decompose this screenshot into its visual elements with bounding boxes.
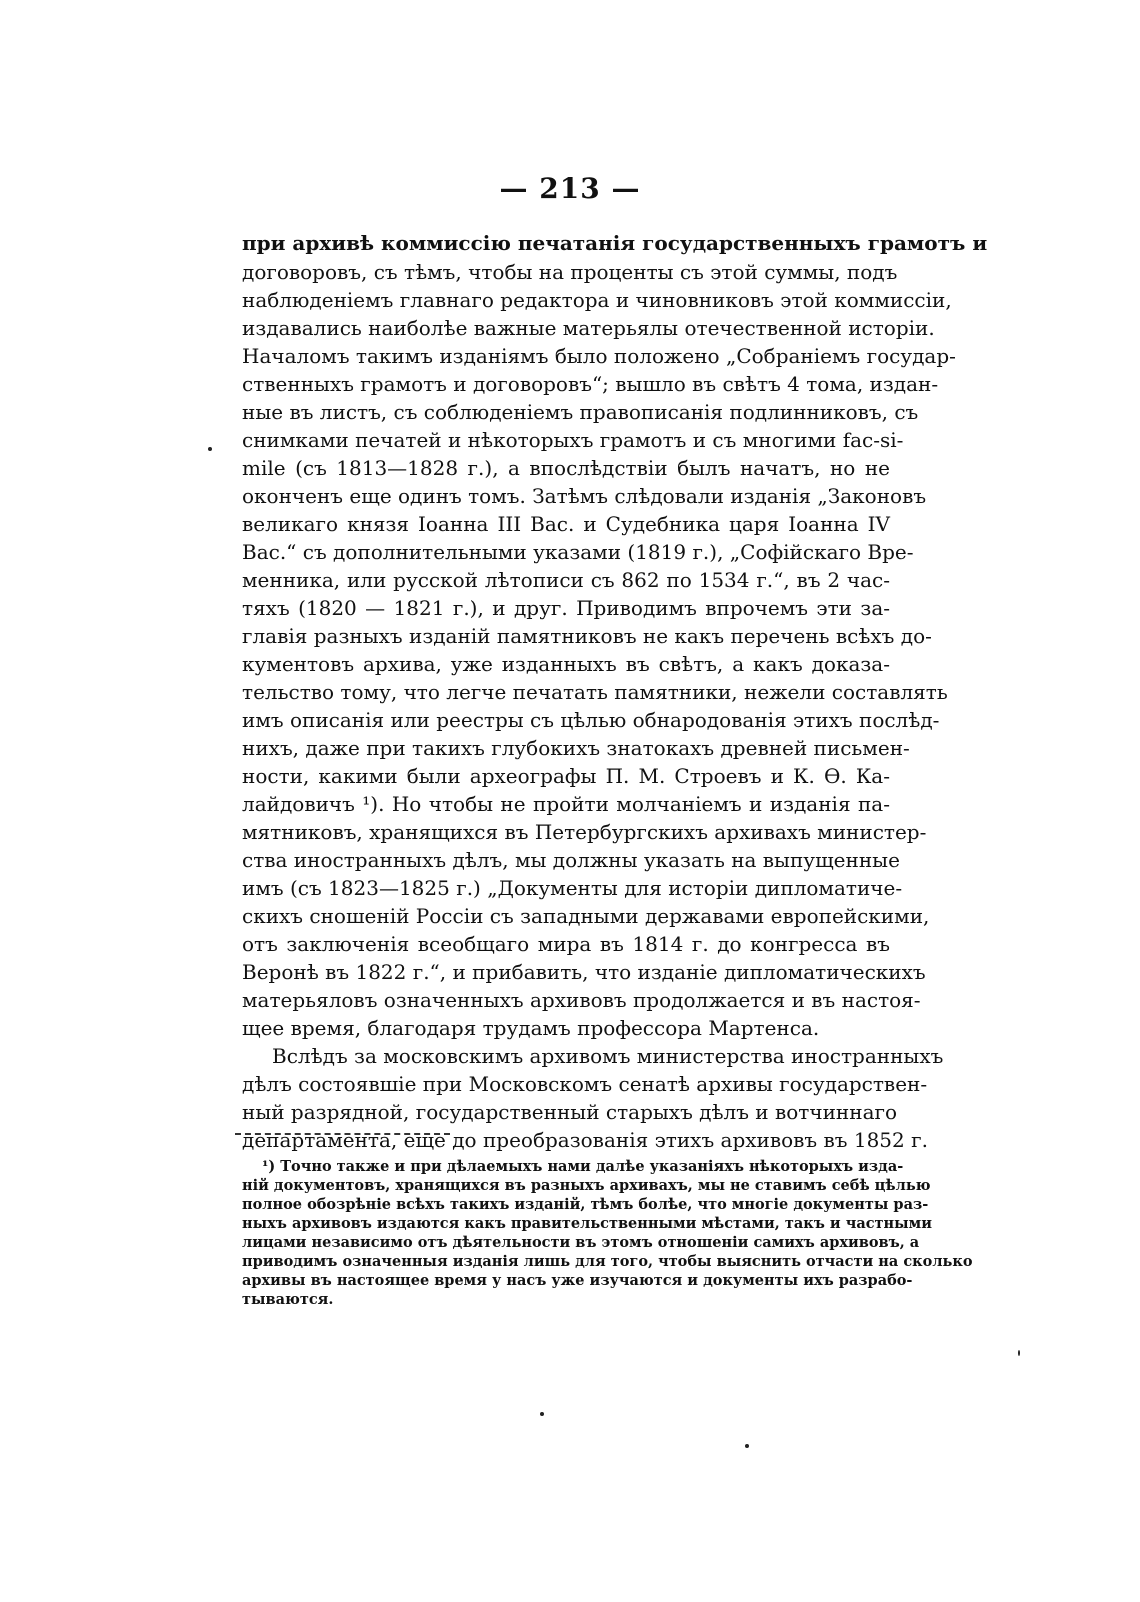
text-line: ный разрядной, государственный старыхъ дѣлъ и вотчиннаго [242,1100,898,1124]
text-line: оконченъ еще одинъ томъ. Затѣмъ слѣдовали изданія „Законовъ [242,484,927,508]
text-line: снимками печатей и нѣкоторыхъ грамотъ и съ многими fac-si- [242,428,904,452]
text-line: mile (съ 1813—1828 г.), а впослѣдствіи былъ начатъ, но не [242,456,890,480]
text-line: тяхъ (1820 — 1821 г.), и друг. Приводимъ впрочемъ эти за- [242,596,890,620]
print-speck [1018,1350,1020,1356]
text-line: имъ (съ 1823—1825 г.) „Документы для исторіи дипломатиче- [242,876,903,900]
text-line: великаго князя Іоанна III Вас. и Судебника царя Іоанна IV [242,512,890,536]
text-line: лайдовичъ ¹). Но чтобы не пройти молчаніемъ и изданія па- [242,792,890,816]
footnote-line: тываются. [242,1291,334,1308]
text-line: менника, или русской лѣтописи съ 862 по 1534 г.“, въ 2 час- [242,568,890,592]
text-line: дѣлъ состоявшіе при Московскомъ сенатѣ архивы государствен- [242,1072,928,1096]
text-line: департамента, еще до преобразованія этихъ архивовъ въ 1852 г. [242,1128,928,1152]
text-line: имъ описанія или реестры съ цѣлью обнародованія этихъ послѣд- [242,708,940,732]
text-line: договоровъ, съ тѣмъ, чтобы на проценты съ этой суммы, подъ [242,260,898,284]
text-line: ственныхъ грамотъ и договоровъ“; вышло въ свѣтъ 4 тома, издан- [242,372,939,396]
text-line: ности, какими были археографы П. М. Строевъ и К. Ѳ. Ка- [242,764,890,788]
text-line: ства иностранныхъ дѣлъ, мы должны указать на выпущенные [242,848,900,872]
text-line: наблюденіемъ главнаго редактора и чиновниковъ этой коммиссіи, [242,288,952,312]
footnote-line: полное обозрѣніе всѣхъ такихъ изданій, тѣмъ болѣе, что многіе документы раз- [242,1196,929,1213]
text-line: издавались наиболѣе важные матерьялы отечественной исторіи. [242,316,935,340]
print-speck [208,447,212,451]
print-speck [745,1444,749,1448]
text-line: главія разныхъ изданій памятниковъ не какъ перечень всѣхъ до- [242,624,932,648]
footnote-separator [235,1133,450,1135]
text-line: при архивѣ коммиссію печатанія государственныхъ грамотъ и [242,231,988,255]
text-line: Началомъ такимъ изданіямъ было положено „Собраніемъ государ- [242,344,956,368]
text-line: мятниковъ, хранящихся въ Петербургскихъ архивахъ министер- [242,820,927,844]
text-line: Вслѣдъ за московскимъ архивомъ министерства иностранныхъ [272,1044,944,1068]
text-line: тельство тому, что легче печатать памятники, нежели составлять [242,680,948,704]
print-speck [540,1412,544,1416]
footnote-line: ¹) Точно также и при дѣлаемыхъ нами далѣе указаніяхъ нѣкоторыхъ изда- [262,1158,904,1175]
text-line: кументовъ архива, уже изданныхъ въ свѣтъ, а какъ доказа- [242,652,890,676]
footnote-line: лицами независимо отъ дѣятельности въ этомъ отношеніи самихъ архивовъ, а [242,1234,920,1251]
text-line: скихъ сношеній Россіи съ западными державами европейскими, [242,904,930,928]
text-line: Вас.“ съ дополнительными указами (1819 г.), „Софійскаго Вре- [242,540,914,564]
text-line: щее время, благодаря трудамъ профессора Мартенса. [242,1016,820,1040]
footnote-line: архивы въ настоящее время у насъ уже изучаются и документы ихъ разрабо- [242,1272,913,1289]
text-line: нихъ, даже при такихъ глубокихъ знатокахъ древней письмен- [242,736,910,760]
text-line: Веронѣ въ 1822 г.“, и прибавить, что изданіе дипломатическихъ [242,960,926,984]
text-line: ные въ листъ, съ соблюденіемъ правописанія подлинниковъ, съ [242,400,919,424]
footnote-line: приводимъ означенныя изданія лишь для того, чтобы выяснить отчасти на сколько [242,1253,973,1270]
footnote-line: ній документовъ, хранящихся въ разныхъ архивахъ, мы не ставимъ себѣ цѣлью [242,1177,931,1194]
page-number: — 213 — [499,172,641,205]
footnote-line: ныхъ архивовъ издаются какъ правительственными мѣстами, такъ и частными [242,1215,933,1232]
text-line: отъ заключенія всеобщаго мира въ 1814 г. до конгресса въ [242,932,890,956]
text-line: матерьяловъ означенныхъ архивовъ продолжается и въ настоя- [242,988,921,1012]
